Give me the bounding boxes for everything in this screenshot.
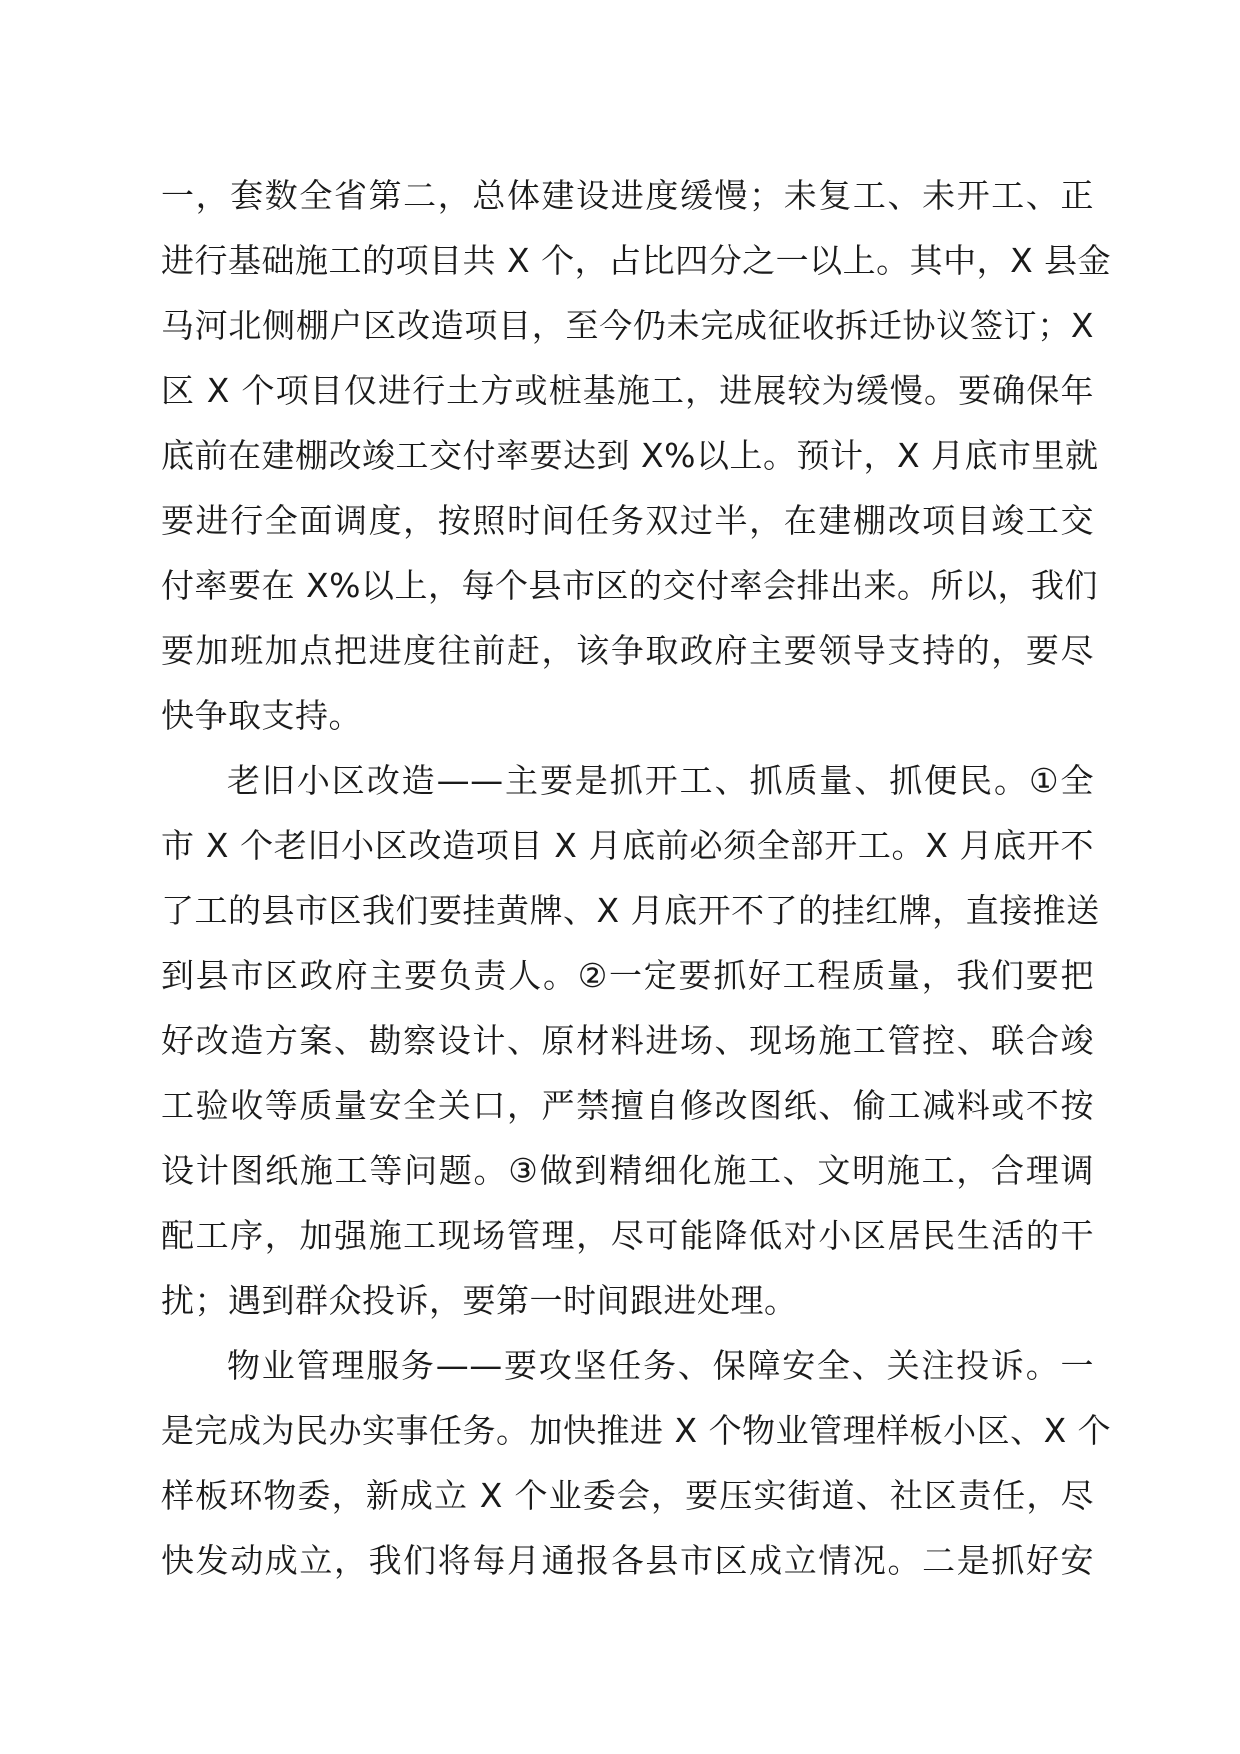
text-line: 工验收等质量安全关口，严禁擅自修改图纸、偷工减料或不按: [161, 1086, 1094, 1125]
text-line: 底前在建棚改竣工交付率要达到 X%以上。预计，X 月底市里就: [161, 436, 1099, 475]
text-line: 是完成为民办实事任务。加快推进 X 个物业管理样板小区、X 个: [161, 1411, 1112, 1450]
text-line: 样板环物委，新成立 X 个业委会，要压实街道、社区责任，尽: [161, 1476, 1094, 1515]
text-line: 马河北侧棚户区改造项目，至今仍未完成征收拆迁协议签订；X: [161, 306, 1094, 345]
text-line: 好改造方案、勘察设计、原材料进场、现场施工管控、联合竣: [161, 1021, 1094, 1060]
text-line: 配工序，加强施工现场管理，尽可能降低对小区居民生活的干: [161, 1216, 1094, 1255]
text-line: 快争取支持。: [161, 696, 362, 735]
text-line: 付率要在 X%以上，每个县市区的交付率会排出来。所以，我们: [161, 566, 1098, 605]
text-line: 了工的县市区我们要挂黄牌、X 月底开不了的挂红牌，直接推送: [161, 891, 1100, 930]
text-line: 一，套数全省第二，总体建设进度缓慢；未复工、未开工、正: [161, 176, 1094, 215]
text-line: 设计图纸施工等问题。③做到精细化施工、文明施工，合理调: [161, 1151, 1094, 1190]
text-line: 区 X 个项目仅进行土方或桩基施工，进展较为缓慢。要确保年: [161, 371, 1094, 410]
text-line: 市 X 个老旧小区改造项目 X 月底前必须全部开工。X 月底开不: [161, 826, 1094, 865]
text-line: 到县市区政府主要负责人。②一定要抓好工程质量，我们要把: [161, 956, 1094, 995]
paragraph-start-line: 物业管理服务——要攻坚任务、保障安全、关注投诉。一: [227, 1346, 1094, 1385]
text-line: 快发动成立，我们将每月通报各县市区成立情况。二是抓好安: [161, 1541, 1094, 1580]
document-body: [161, 163, 1112, 1593]
text-line: 要加班加点把进度往前赶，该争取政府主要领导支持的，要尽: [161, 631, 1094, 670]
text-line: 扰；遇到群众投诉，要第一时间跟进处理。: [161, 1281, 798, 1320]
text-line: 进行基础施工的项目共 X 个，占比四分之一以上。其中，X 县金: [161, 241, 1112, 280]
paragraph-start-line: 老旧小区改造——主要是抓开工、抓质量、抓便民。①全: [227, 761, 1094, 800]
text-line: 要进行全面调度，按照时间任务双过半，在建棚改项目竣工交: [161, 501, 1094, 540]
